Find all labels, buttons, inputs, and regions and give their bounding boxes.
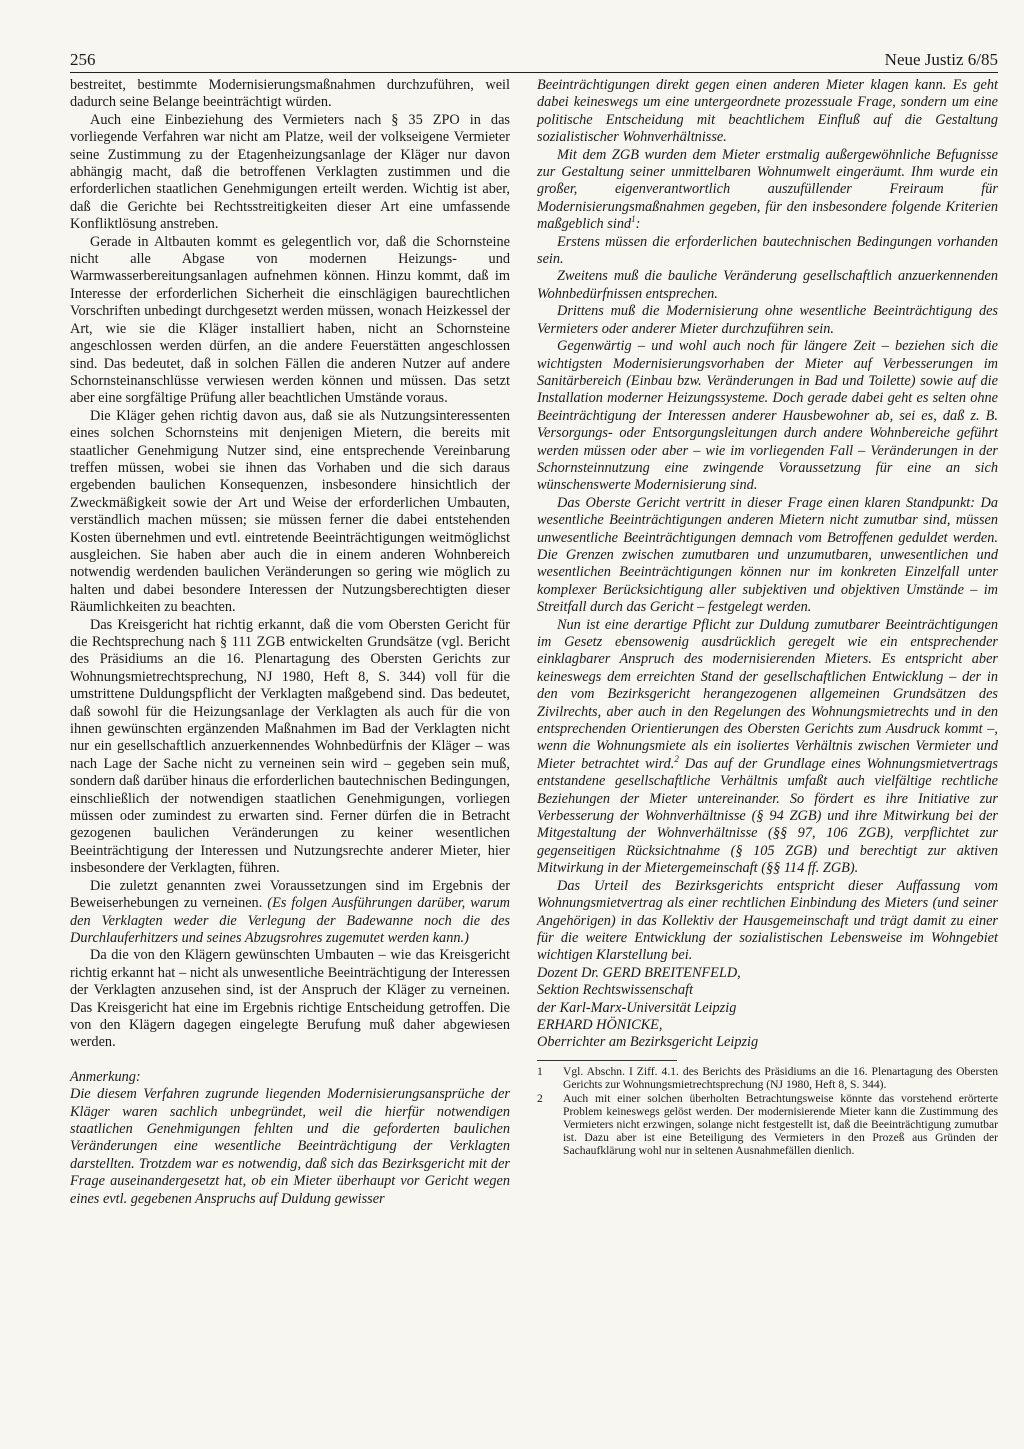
- footnote-ref[interactable]: 1: [631, 214, 636, 225]
- footnote-number: 2: [537, 1092, 543, 1106]
- signature-line: Sektion Rechtswissenschaft: [537, 982, 694, 999]
- note-text: Die diesem Verfahren zugrunde liegenden Modernisierungsansprüche der Kläger waren sachlich unbegründet, weil die hierfür notwendigen staatlichen Genehmigungen fehlten und die geforderten baulichen Veränderungen eine wesentliche Beeinträchtigung der Verklagten darstellten. Trotzdem war es notwendig, daß sich das Bezirksgericht mit der Frage auseinandergesetzt hat, ob ein Mieter überhaupt vor Gericht wegen eines evtl. gegebenen Anspruchs auf Duldung gewisser: [70, 1086, 510, 1207]
- left-column: [70, 77, 510, 1208]
- footnote-text: Auch mit einer solchen überholten Betrachtungsweise könnte das vorstehend erörterte Problem keineswegs gelöst werden. Der modernisierende Mieter kann die Zustimmung des Vermieters nicht erzwingen, solange nicht festgestellt ist, daß die Beeinträchtigung zumutbar ist. Dazu aber ist eine Beteiligung des Vermieters in den Prozeß aus Gründen der Sachaufklärung wohl nur in seltenen Ausnahmefällen dienlich.: [563, 1092, 998, 1157]
- paragraph: bestreitet, bestimmte Modernisierungsmaßnahmen durchzuführen, weil dadurch seine Belange beeinträchtigt würden.: [70, 77, 510, 111]
- paragraph: [537, 617, 998, 878]
- paragraph: Das Kreisgericht hat richtig erkannt, daß die vom Obersten Gericht für die Rechtsprechung nach § 111 ZGB entwickelten Grundsätze (vgl. Bericht des Präsidiums an die 16. Plenartagung des Obersten Gerichts zur Wohnungsmietrechtsprechung, NJ 1980, Heft 8, S. 344) voll für die umstrittene Duldungspflicht der Verklagten maßgebend sind. Das bedeutet, daß sowohl für die Heizungsanlage der Verklagten als auch für die von ihnen gewünschten ergänzenden Maßnahmen im Bad der Verklagten nicht nur ein gesellschaftlich anzuerkennendes Wohnbedürfnis der Kläger – was nach Lage der Sache nicht zu verneinen sein wird – gegeben sein muß, sondern daß darüber hinaus die erforderlichen bautechnischen Bedingungen, einschließlich der notwendigen staatlichen Genehmigungen, vorliegen müssen oder zumindest zu erwarten sind. Ferner dürfen die in Betracht gezogenen baulichen Veränderungen zu keiner wesentlichen Beeinträchtigung der Interessen und Nutzungsrechte anderer Mieter, hier insbesondere der Verklagten, führen.: [70, 616, 510, 877]
- page-number: 256: [70, 50, 96, 69]
- signature-block: [537, 965, 998, 1052]
- paragraph: [537, 147, 998, 234]
- paragraph: Gerade in Altbauten kommt es gelegentlich vor, daß die Schornsteine nicht alle Abgase von modernen Heizungs- und Warmwasserbereitungsanlagen aufnehmen können. Hinzu kommt, daß im Interesse der erforderlichen Sicherheit die einschlägigen baurechtlichen Vorschriften unbedingt durchgesetzt werden müssen, wonach Heizkessel der Art, wie sie die Kläger installiert haben, nicht an Schornsteine angeschlossen werden dürfen, an die andere Feuerstätten angeschlossen sind. Das bedeutet, daß in solchen Fällen die anderen Nutzer auf andere Schornsteinanschlüsse verwiesen werden können und müssen. Das setzt aber eine sorgfältige Prüfung aller beachtlichen Umstände voraus.: [70, 233, 510, 407]
- paragraph-italic-text: (Es folgen Ausführungen darüber, warum den Verklagten weder die Verlegung der Badewanne noch die des Durchlauferhitzers und seines Abzugsrohres zugemutet werden kann.): [70, 895, 511, 946]
- header-rule: [70, 72, 998, 73]
- paragraph: Das Oberste Gericht vertritt in dieser Frage einen klaren Standpunkt: Da wesentliche Beeinträchtigungen anderen Mietern nicht zumutbar sind, müssen unwesentliche Beeinträchtigungen demnach vom Betroffenen geduldet werden. Die Grenzen zwischen zumutbaren und unzumutbaren, unwesentlichen und wesentlichen Beeinträchtigungen können nur im konkreten Einzelfall unter komplexer Berücksichtigung aller subjektiven und objektiven Umstände – im Streitfall durch das Gericht – festgelegt werden.: [537, 494, 998, 616]
- page-header: [70, 46, 998, 70]
- signature-line: der Karl-Marx-Universität Leipzig: [537, 999, 737, 1016]
- footnote-text: Vgl. Abschn. I Ziff. 4.1. des Berichts des Präsidiums an die 16. Plenartagung des Obersten Gerichts zur Wohnungsmietrechtsprechung (NJ 1980, Heft 8, S. 344).: [563, 1064, 998, 1091]
- paragraph: Das Urteil des Bezirksgerichts entspricht dieser Auffassung vom Wohnungsmietvertrag als einer rechtlichen Einbindung des Mieters (und seiner Angehörigen) in das Kollektiv der Hausgemeinschaft und trägt damit zu einer für die weitere Entwicklung der sozialistischen Lebensweise im Wohngebiet wichtigen Klarstellung bei.: [537, 877, 998, 964]
- paragraph: Die Kläger gehen richtig davon aus, daß sie als Nutzungsinteressenten eines solchen Schornsteins mit denjenigen Mietern, die bereits mit staatlicher Genehmigung Nutzer sind, eine entsprechende Vereinbarung treffen müssen, wobei sie ihnen das Vorhaben und die sich daraus ergebenden baulichen Konsequenzen, insbesondere hinsichtlich der Zweckmäßigkeit sowie der Art und Weise der erforderlichen Umbauten, verständlich machen müssen; sie müssen ferner die dabei entstehenden Kosten übernehmen und evtl. eintretende Beeinträchtigungen weitmöglichst ausgleichen. Sie haben aber auch die in einem anderen Wohnbereich notwendig werdenden baulichen Veränderungen so gering wie möglich zu halten und dabei besondere Interessen der Nutzungsberechtigten dieser Räumlichkeiten zu beachten.: [70, 407, 510, 616]
- footnote: [537, 1066, 998, 1092]
- note-heading: Anmerkung:: [70, 1068, 141, 1085]
- paragraph-text: Mit dem ZGB wurden dem Mieter erstmalig außergewöhnliche Befugnisse zur Gestaltung seiner unmittelbaren Wohnumwelt eingeräumt. Ihm wurde ein großer, eigenverantwortlich auszufüllender Freiraum für Modernisierungsmaßnahmen gegeben, für den insbesondere folgende Kriterien maßgeblich sind: [537, 146, 998, 233]
- right-column: [537, 77, 998, 1159]
- paragraph: Drittens muß die Modernisierung ohne wesentliche Beeinträchtigung des Vermieters oder anderer Mieter durchzuführen sein.: [537, 303, 998, 337]
- journal-title: Neue Justiz 6/85: [884, 50, 998, 69]
- footnote: [537, 1093, 998, 1157]
- paragraph-text: Nun ist eine derartige Pflicht zur Duldung zumutbarer Beeinträchtigungen im Gesetz ebensowenig ausdrücklich geregelt wie ein entsprechender einklagbarer Anspruch des modernisierenden Mieters. Es entspricht aber keineswegs dem erreichten Stand der gesellschaftlichen Entwicklung – der in den vom Bezirksgericht herangezogenen allgemeinen Grundsätzen des Zivilrechts, aber auch in den Regelungen des Wohnungsmietrechts und in den entsprechenden Orientierungen des Obersten Gerichts zum Ausdruck kommt –, wenn die Wohnungsmiete als ein isoliertes Verhältnis zwischen Vermieter und Mieter betrachtet wird.: [537, 616, 998, 772]
- footnote-rule: [537, 1060, 677, 1061]
- signature-line: ERHARD HÖNICKE,: [537, 1016, 663, 1033]
- paragraph: Zweitens muß die bauliche Veränderung gesellschaftlich anzuerkennenden Wohnbedürfnissen entsprechen.: [537, 268, 998, 302]
- paragraph: Auch eine Einbeziehung des Vermieters nach § 35 ZPO in das vorliegende Verfahren war nicht am Platze, weil der volkseigene Vermieter seine Zustimmung zu der Etagenheizungsanlage der Kläger nur davon abhängig macht, daß die betroffenen Verklagten zustimmen und die erforderlichen staatlichen Genehmigungen erteilt werden. Wichtig ist aber, daß die Gerichte bei Rechtsstreitigkeiten dieser Art eine umfassende Konfliktlösung anstreben.: [70, 111, 510, 233]
- paragraph: Erstens müssen die erforderlichen bautechnischen Bedingungen vorhanden sein.: [537, 233, 998, 268]
- paragraph: Gegenwärtig – und wohl auch noch für längere Zeit – beziehen sich die wichtigsten Modernisierungsvorhaben der Mieter auf Verbesserungen im Sanitärbereich (Einbau bzw. Veränderungen in Bad und Toilette) sowie auf die Installation moderner Heizungssysteme. Doch gerade dabei geht es selten ohne Beeinträchtigung der Interessen anderer Hausbewohner ab, sei es, daß z. B. Versorgungs- oder Entsorgungsleitungen durch andere Wohnbereiche geführt werden müssen oder aber – wie im vorliegenden Fall – Veränderungen in der Schornsteinnutzung eine zwingende Voraussetzung für eine an sich wünschenswerte Modernisierung sind.: [537, 338, 998, 494]
- paragraph-text: Die zuletzt genannten zwei Voraussetzungen sind im Ergebnis der Beweiserhebungen zu verneinen.: [70, 877, 510, 912]
- paragraph: Da die von den Klägern gewünschten Umbauten – wie das Kreisgericht richtig erkannt hat – nicht als unwesentliche Beeinträchtigung der Interessen der Verklagten anzusehen sind, ist der Anspruch der Kläger zu verneinen. Das Kreisgericht hat eine im Ergebnis richtige Entscheidung getroffen. Die von den Klägern dagegen eingelegte Berufung muß daher abgewiesen werden.: [70, 947, 510, 1051]
- signature-line: Dozent Dr. GERD BREITENFELD,: [537, 964, 741, 981]
- footnote-ref[interactable]: 2: [674, 754, 679, 765]
- signature-line: Oberrichter am Bezirksgericht Leipzig: [537, 1034, 759, 1051]
- footnote-number: 1: [537, 1064, 543, 1078]
- paragraph: [70, 878, 510, 948]
- paragraph-text: Das auf der Grundlage eines Wohnungsmietvertrags entstandene gesellschaftliche Verhältnis umfaßt auch vielfältige rechtliche Beziehungen der Mieter untereinander. So fördert es ihre Initiative zur Verbesserung der Wohnverhältnisse (§ 94 ZGB) und ihre Mitwirkung bei der Mitgestaltung der Wohnverhältnisse (§§ 97, 106 ZGB), verpflichtet zur gegenseitigen Rücksichtnahme (§ 105 ZGB) und berechtigt zur aktiven Mitwirkung in der Mietergemeinschaft (§§ 114 ff. ZGB).: [537, 755, 998, 877]
- paragraph-text: :: [635, 216, 641, 233]
- paragraph: Beeinträchtigungen direkt gegen einen anderen Mieter klagen kann. Es geht dabei keineswegs um eine untergeordnete prozessuale Frage, sondern um eine politische Entscheidung mit beachtlichem Einfluß auf die Gestaltung sozialistischer Wohnverhältnisse.: [537, 77, 998, 146]
